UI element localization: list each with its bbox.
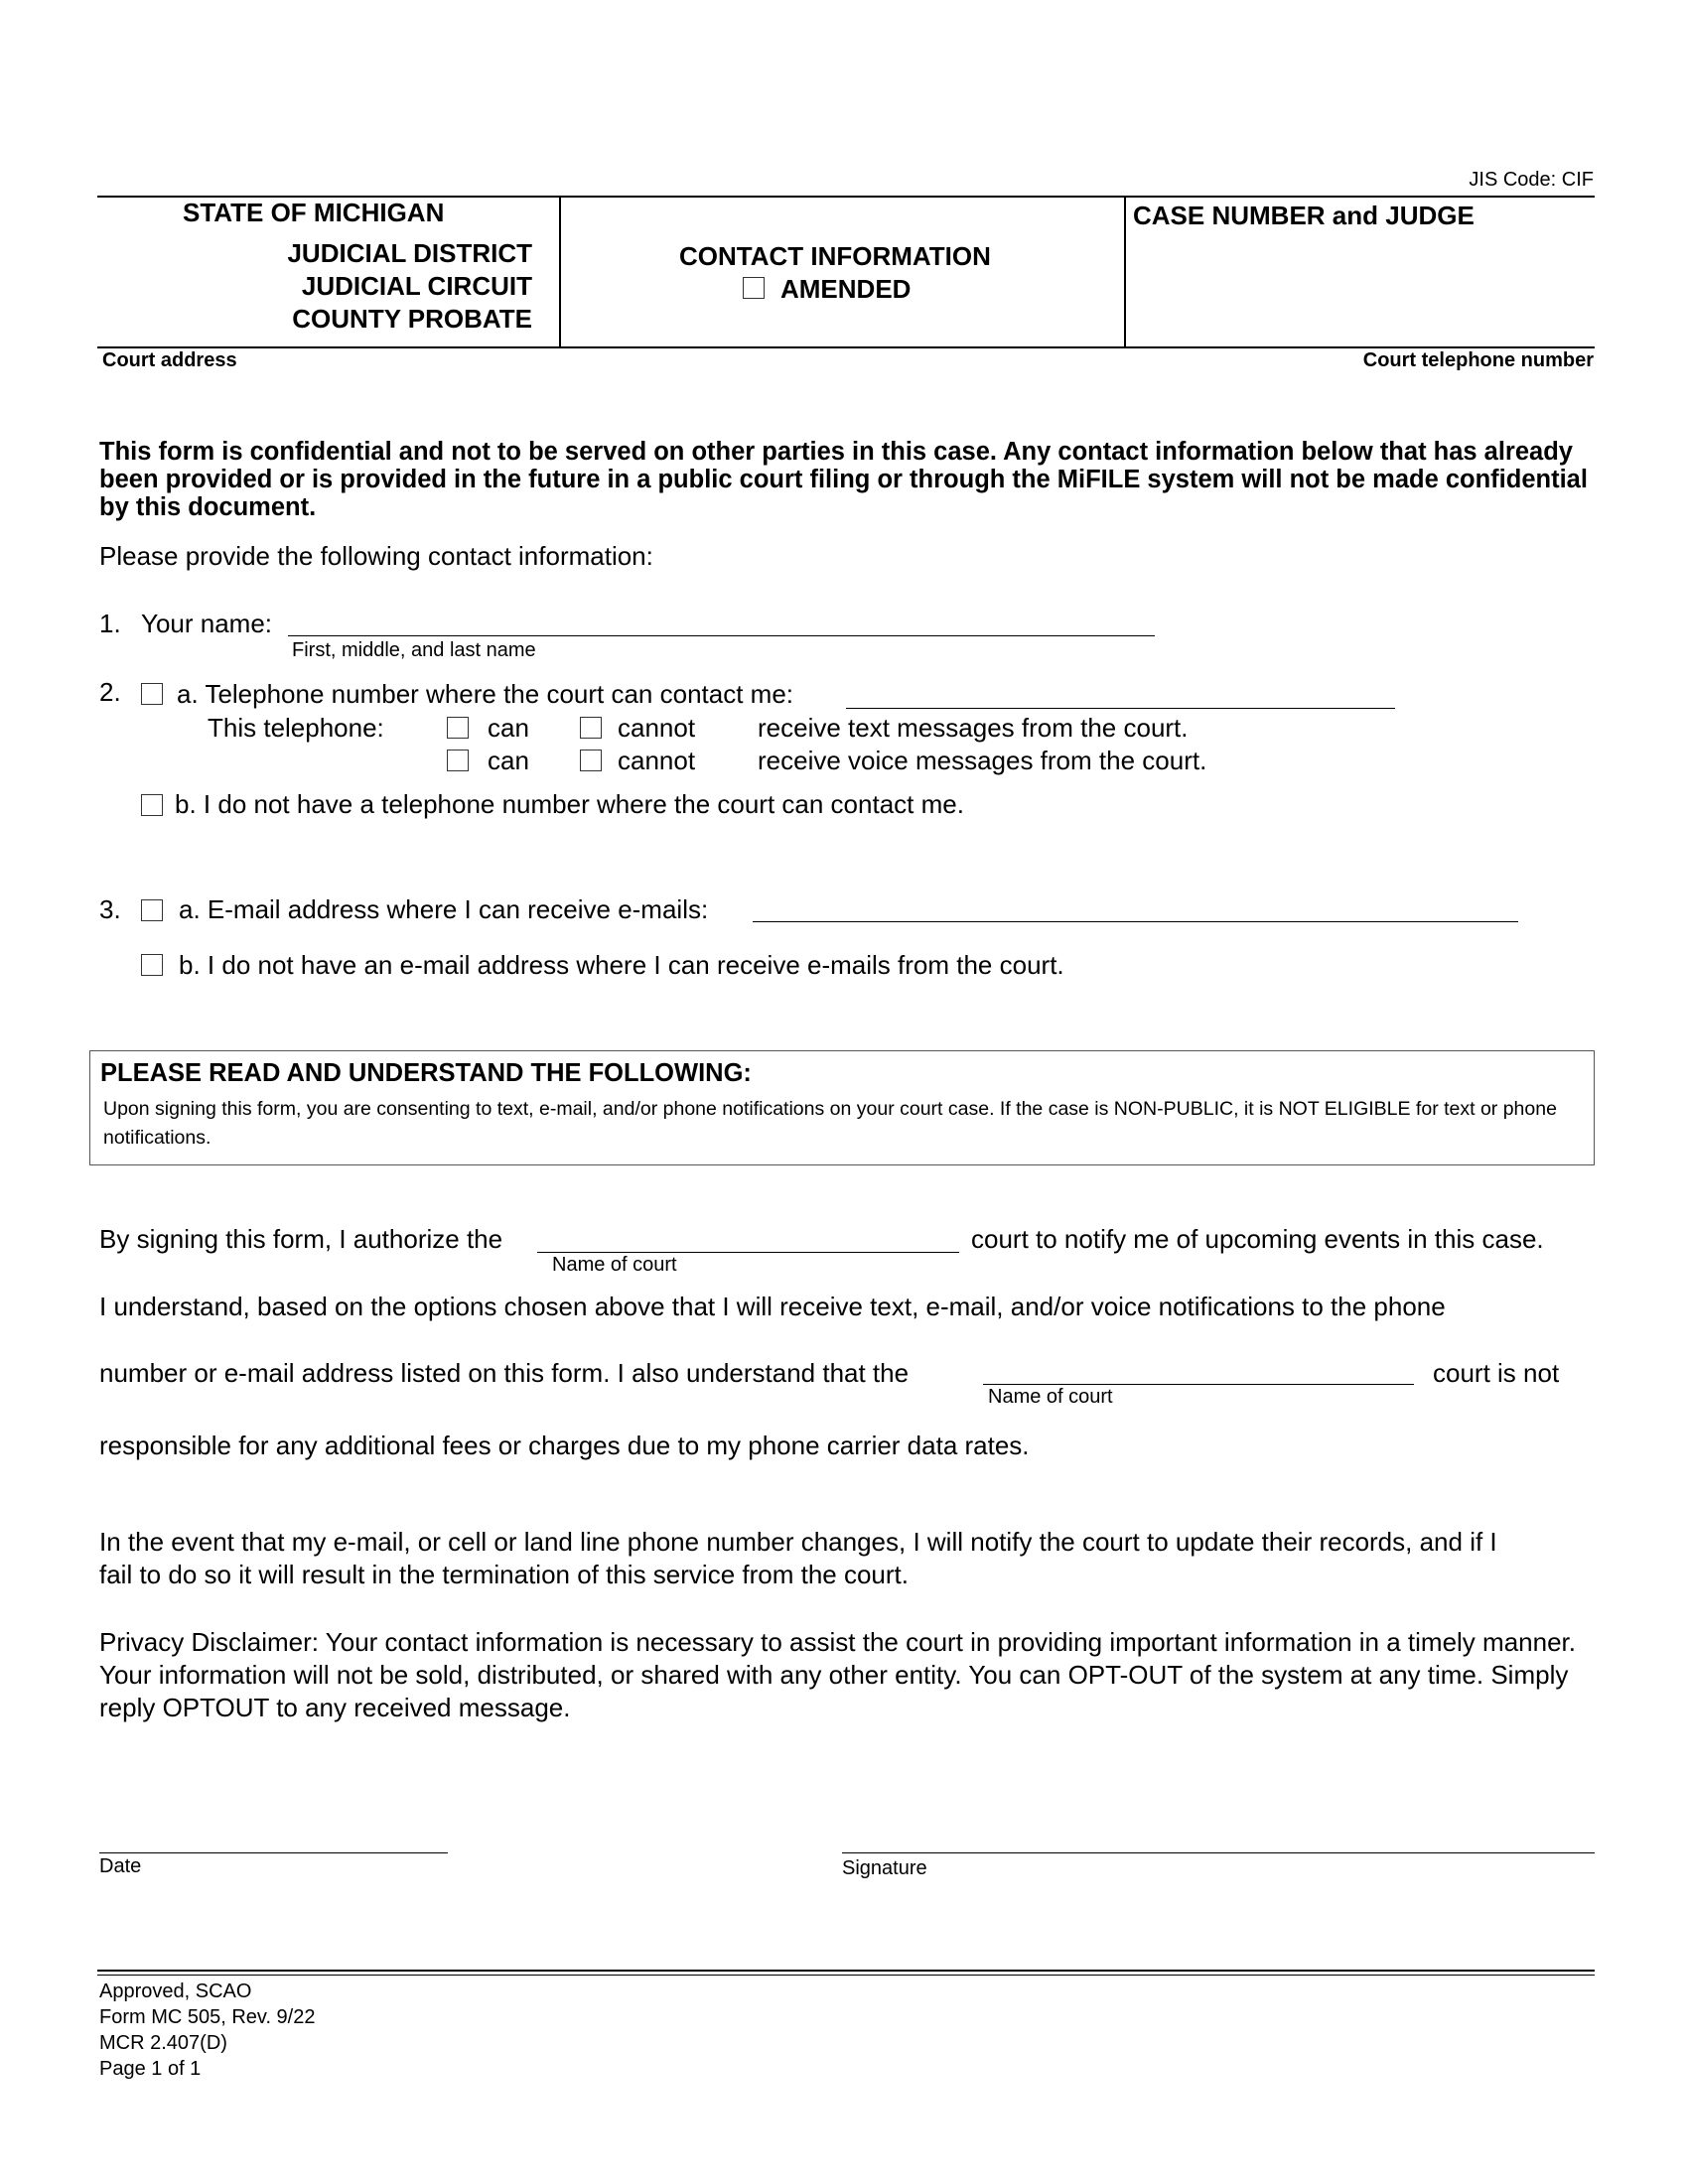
footer-rule-top bbox=[97, 1970, 1595, 1972]
telephone-label: a. Telephone number where the court can contact me: bbox=[177, 679, 794, 709]
footer-rule-bottom bbox=[97, 1975, 1595, 1976]
privacy-disclaimer: Privacy Disclaimer: Your contact information is necessary to assist the court in providing important information in a timely manner. Your information will not be sold, distributed, or shared with any other entity. You can OPT-OUT of the system at any time. Simply reply OPTOUT to any received message. bbox=[99, 1627, 1576, 1722]
understand-line-2-suffix: court is not bbox=[1433, 1358, 1560, 1388]
text-can-label: can bbox=[488, 713, 529, 743]
date-field[interactable] bbox=[99, 1852, 448, 1853]
authorize-prefix: By signing this form, I authorize the bbox=[99, 1224, 503, 1254]
court-type-probate: COUNTY PROBATE bbox=[292, 304, 532, 334]
name-field-caption: First, middle, and last name bbox=[292, 639, 536, 661]
header-bottom-rule bbox=[97, 346, 1595, 348]
item3-number: 3. bbox=[99, 894, 121, 924]
telephone-checkbox[interactable] bbox=[141, 683, 163, 705]
signature-field[interactable] bbox=[842, 1852, 1595, 1853]
voice-messages-label: receive voice messages from the court. bbox=[758, 746, 1207, 775]
form-title: CONTACT INFORMATION bbox=[679, 241, 991, 271]
state-name: STATE OF MICHIGAN bbox=[183, 198, 445, 227]
no-email-checkbox[interactable] bbox=[141, 954, 163, 976]
court-name-caption-2: Name of court bbox=[988, 1386, 1113, 1408]
header-divider-left bbox=[559, 196, 561, 347]
authorize-suffix: court to notify me of upcoming events in this case. bbox=[971, 1224, 1544, 1254]
court-type-circuit: JUDICIAL CIRCUIT bbox=[301, 271, 532, 301]
amended-label: AMENDED bbox=[780, 274, 912, 304]
consent-notice-text: Upon signing this form, you are consenting to text, e-mail, and/or phone notifications on your court case. If the case is NON-PUBLIC, it is NOT ELIGIBLE for text or phone notifications. bbox=[103, 1098, 1557, 1149]
no-email-label: b. I do not have an e-mail address where I can receive e-mails from the court. bbox=[179, 950, 1064, 980]
text-can-checkbox[interactable] bbox=[447, 717, 469, 739]
change-notice: In the event that my e-mail, or cell or land line phone number changes, I will notify the court to update their records, and if I fail to do so it will result in the termination of this service from the court. bbox=[99, 1527, 1497, 1589]
case-number-label: CASE NUMBER and JUDGE bbox=[1133, 201, 1475, 230]
footer-approved: Approved, SCAO bbox=[99, 1980, 252, 2002]
item2-number: 2. bbox=[99, 677, 121, 707]
voice-can-checkbox[interactable] bbox=[447, 750, 469, 771]
court-name-field-2[interactable] bbox=[983, 1384, 1414, 1385]
no-telephone-label: b. I do not have a telephone number where the court can contact me. bbox=[175, 789, 964, 819]
name-field[interactable] bbox=[288, 635, 1155, 636]
voice-cannot-label: cannot bbox=[618, 746, 696, 775]
voice-can-label: can bbox=[488, 746, 529, 775]
header-divider-right bbox=[1124, 196, 1126, 347]
confidential-notice: This form is confidential and not to be served on other parties in this case. Any contact information below that has already been provided or is provided in the future in a public court filing or through the MiFILE system will not be made confidential by this document. bbox=[99, 438, 1588, 521]
this-telephone-label: This telephone: bbox=[208, 713, 384, 743]
consent-notice-box bbox=[89, 1050, 1595, 1165]
no-telephone-checkbox[interactable] bbox=[141, 794, 163, 816]
text-messages-label: receive text messages from the court. bbox=[758, 713, 1189, 743]
text-cannot-label: cannot bbox=[618, 713, 696, 743]
jis-code: JIS Code: CIF bbox=[1469, 169, 1594, 191]
item1-number: 1. bbox=[99, 609, 121, 638]
voice-cannot-checkbox[interactable] bbox=[580, 750, 602, 771]
understand-line-3: responsible for any additional fees or charges due to my phone carrier data rates. bbox=[99, 1431, 1030, 1460]
footer-form-number: Form MC 505, Rev. 9/22 bbox=[99, 2006, 316, 2028]
signature-label: Signature bbox=[842, 1857, 927, 1879]
understand-line-2-prefix: number or e-mail address listed on this form. I also understand that the bbox=[99, 1358, 910, 1388]
footer-court-rule: MCR 2.407(D) bbox=[99, 2032, 227, 2054]
text-cannot-checkbox[interactable] bbox=[580, 717, 602, 739]
court-name-field-1[interactable] bbox=[537, 1252, 959, 1253]
court-telephone-label: Court telephone number bbox=[1362, 349, 1594, 371]
court-type-district: JUDICIAL DISTRICT bbox=[287, 238, 532, 268]
amended-checkbox[interactable] bbox=[743, 277, 765, 299]
intro-text: Please provide the following contact information: bbox=[99, 541, 653, 571]
consent-notice-title: PLEASE READ AND UNDERSTAND THE FOLLOWING: bbox=[100, 1059, 752, 1087]
understand-line-1: I understand, based on the options chosen above that I will receive text, e-mail, and/or voice notifications to the phone bbox=[99, 1292, 1446, 1321]
court-name-caption-1: Name of court bbox=[552, 1254, 677, 1276]
item1-label: Your name: bbox=[141, 609, 273, 638]
footer-page-number: Page 1 of 1 bbox=[99, 2058, 202, 2080]
telephone-field[interactable] bbox=[846, 708, 1395, 709]
email-checkbox[interactable] bbox=[141, 899, 163, 921]
date-label: Date bbox=[99, 1855, 142, 1877]
email-label: a. E-mail address where I can receive e-mails: bbox=[179, 894, 709, 924]
court-address-label: Court address bbox=[102, 349, 237, 371]
email-field[interactable] bbox=[753, 921, 1518, 922]
